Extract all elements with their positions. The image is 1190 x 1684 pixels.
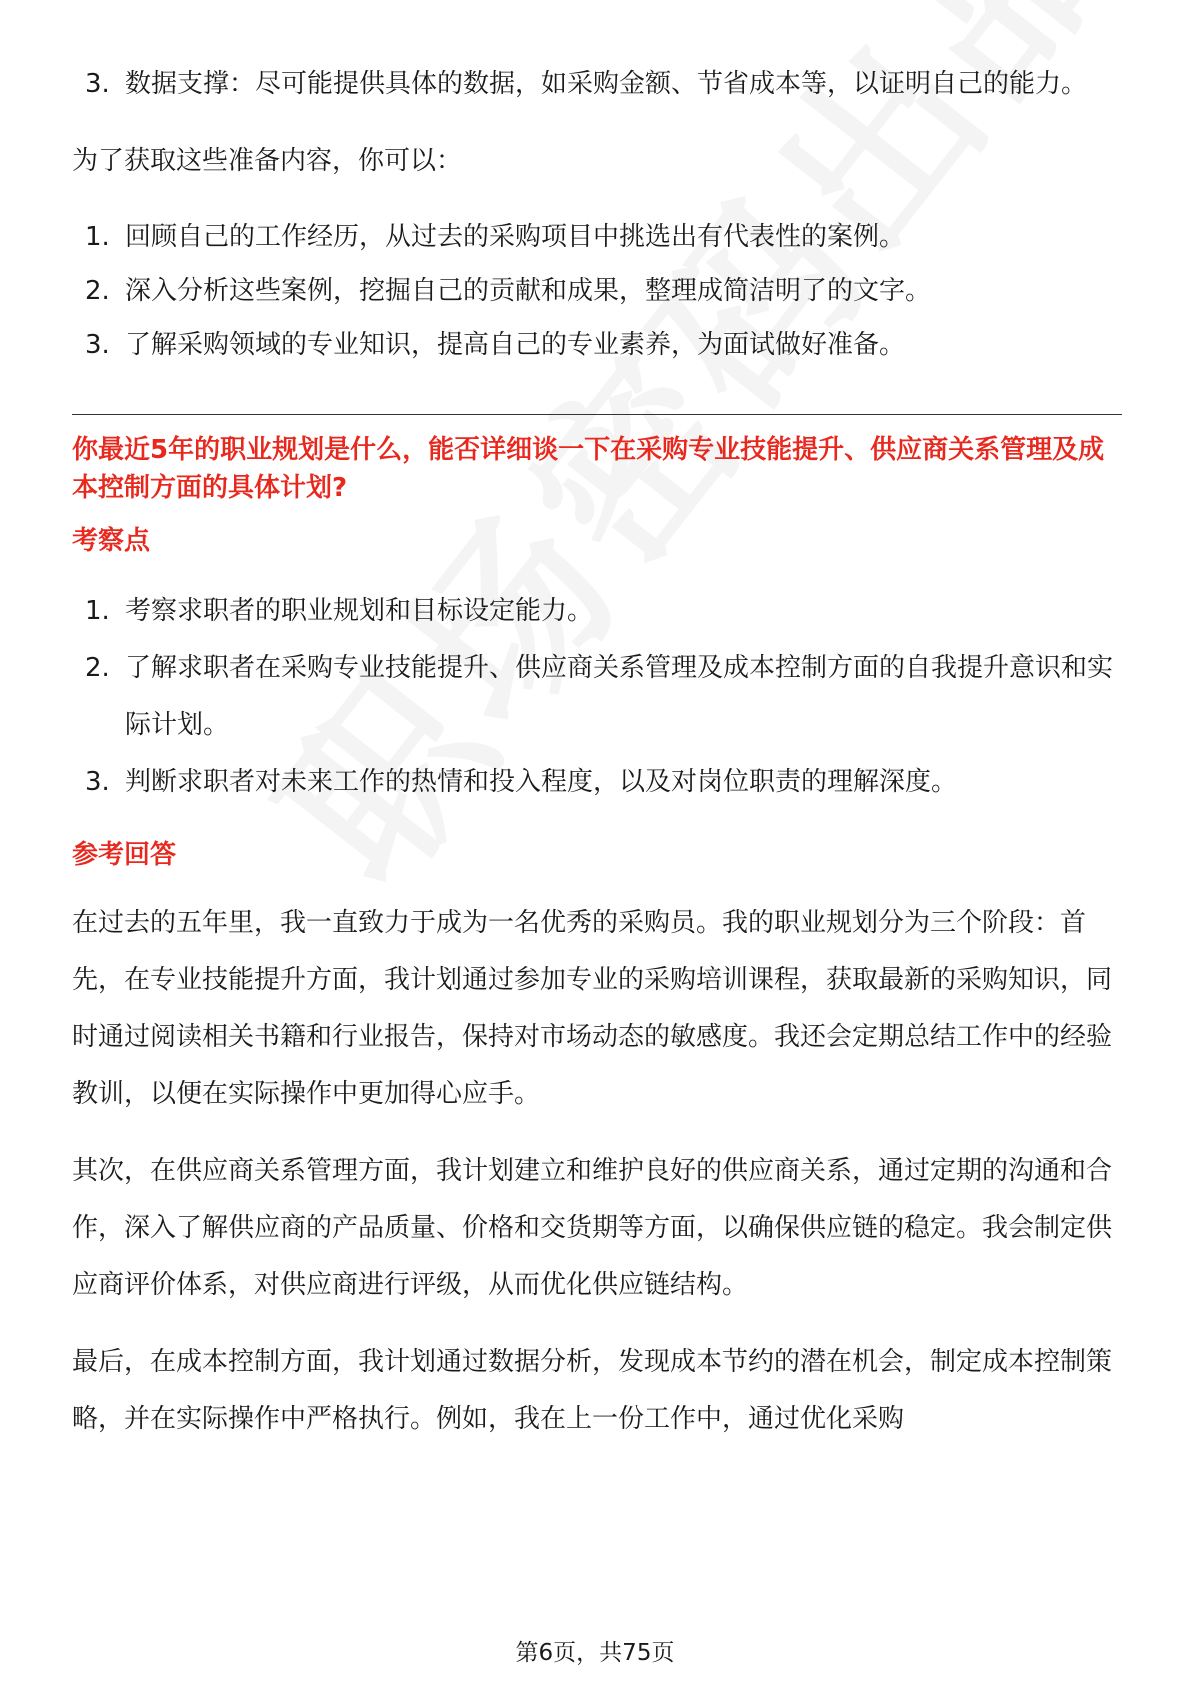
answer-paragraph: 最后，在成本控制方面，我计划通过数据分析，发现成本节约的潜在机会，制定成本控制策略，并在实际操作中严格执行。例如，我在上一份工作中，通过优化采购 xyxy=(72,1347,1113,1434)
interview-question: 你最近5年的职业规划是什么，能否详细谈一下在采购专业技能提升、供应商关系管理及成本控制方面的具体计划? xyxy=(72,435,1105,503)
list-number: 3. xyxy=(85,330,110,360)
list-number: 2. xyxy=(85,653,110,683)
list-number: 3. xyxy=(85,767,110,797)
answer-paragraph: 其次，在供应商关系管理方面，我计划建立和维护良好的供应商关系，通过定期的沟通和合作，深入了解供应商的产品质量、价格和交货期等方面，以确保供应链的稳定。我会制定供应商评价体系，对供应商进行评级，从而优化供应链结构。 xyxy=(72,1156,1113,1300)
page-content xyxy=(72,56,1122,1448)
prep-list xyxy=(72,210,1122,372)
list-number: 1. xyxy=(85,596,110,626)
list-item xyxy=(72,264,1122,318)
list-item xyxy=(72,754,1122,811)
list-text: 数据支撑：尽可能提供具体的数据，如采购金额、节省成本等，以证明自己的能力。 xyxy=(125,69,1088,99)
list-text: 深入分析这些案例，挖掘自己的贡献和成果，整理成简洁明了的文字。 xyxy=(125,276,932,306)
exam-list xyxy=(72,583,1122,811)
list-text: 了解求职者在采购专业技能提升、供应商关系管理及成本控制方面的自我提升意识和实际计划。 xyxy=(125,653,1114,740)
list-item xyxy=(72,640,1122,754)
section-divider xyxy=(72,414,1122,415)
list-number: 1. xyxy=(85,222,110,252)
list-text: 考察求职者的职业规划和目标设定能力。 xyxy=(125,596,594,626)
list-text: 判断求职者对未来工作的热情和投入程度，以及对岗位职责的理解深度。 xyxy=(125,767,958,797)
page-footer: 第6页，共75页 xyxy=(515,1640,675,1666)
prep-intro: 为了获取这些准备内容，你可以： xyxy=(72,146,463,176)
list-text: 回顾自己的工作经历，从过去的采购项目中挑选出有代表性的案例。 xyxy=(125,222,906,252)
list-number: 3. xyxy=(85,69,110,99)
exam-heading: 考察点 xyxy=(72,526,151,556)
list-item xyxy=(72,210,1122,264)
answer-paragraph: 在过去的五年里，我一直致力于成为一名优秀的采购员。我的职业规划分为三个阶段：首先，在专业技能提升方面，我计划通过参加专业的采购培训课程，获取最新的采购知识，同时通过阅读相关书籍和行业报告，保持对市场动态的敏感度。我还会定期总结工作中的经验教训，以便在实际操作中更加得心应手。 xyxy=(72,908,1113,1109)
list-item xyxy=(72,318,1122,372)
list-item xyxy=(72,56,1122,113)
list-number: 2. xyxy=(85,276,110,306)
top-list xyxy=(72,56,1122,113)
list-text: 了解采购领域的专业知识，提高自己的专业素养，为面试做好准备。 xyxy=(125,330,906,360)
answer-heading: 参考回答 xyxy=(72,840,177,870)
list-item xyxy=(72,583,1122,640)
